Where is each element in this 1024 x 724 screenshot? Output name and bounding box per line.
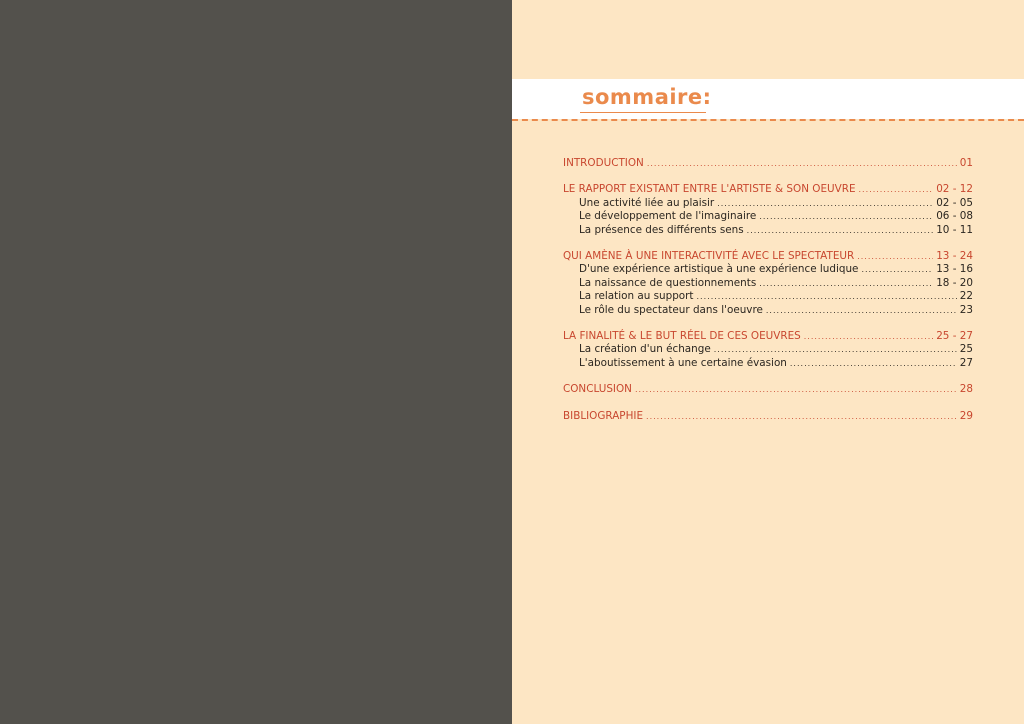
dot-leader [635,384,957,396]
dot-leader [859,184,934,196]
dot-leader [646,411,957,423]
toc-subsection-entry-page-number: 25 [959,343,973,356]
toc-subsection-entry[interactable] [563,290,973,303]
toc-section-entry[interactable] [563,250,973,263]
table-of-contents [563,157,973,436]
toc-section-entry[interactable] [563,157,973,170]
toc-section-entry-label: LA FINALITÉ & LE BUT RÉEL DE CES OEUVRES [563,330,801,343]
toc-section-entry-label: INTRODUCTION [563,157,644,169]
toc-subsection-entry-label: La création d'un échange [579,343,711,356]
dot-leader [647,158,957,170]
toc-subsection-entry-page-number: 10 - 11 [936,223,973,236]
toc-section-entry-page-number: 02 - 12 [936,183,973,196]
toc-section-entry-page-number: 01 [959,157,973,169]
toc-subsection-entry-page-number: 06 - 08 [936,210,973,223]
toc-subsection-entry-label: La naissance de questionnements [579,276,757,289]
toc-section-entry[interactable] [563,330,973,343]
toc-subsection-entry-label: La présence des différents sens [579,223,744,236]
dot-leader [697,291,957,303]
title-band [512,79,1024,119]
dot-leader [759,211,933,223]
toc-subsection-entry-label: D'une expérience artistique à une expérience ludique [579,263,859,276]
dot-leader [857,251,933,263]
toc-section-entry[interactable] [563,183,973,196]
toc-subsection-entry[interactable] [563,357,973,370]
toc-subsection-entry-label: Le rôle du spectateur dans l'oeuvre [579,303,763,316]
toc-subsection-entry-label: Une activité liée au plaisir [579,196,715,209]
toc-subsection-entry[interactable] [563,343,973,356]
toc-subsection-entry-label: Le développement de l'imaginaire [579,210,757,223]
title-underline [580,112,706,113]
toc-section-entry[interactable] [563,383,973,396]
toc-section [563,330,973,370]
toc-subsection-entry-page-number: 27 [959,356,973,369]
toc-section [563,410,973,423]
toc-section [563,383,973,396]
toc-section-entry-page-number: 29 [959,409,973,422]
toc-section-entry-label: BIBLIOGRAPHIE [563,409,644,422]
dot-leader [759,278,933,290]
toc-subsection-entry[interactable] [563,277,973,290]
toc-subsection-entry-page-number: 22 [959,290,973,303]
toc-section-entry-page-number: 25 - 27 [936,330,973,343]
toc-section [563,250,973,317]
toc-subsection-entry-label: L'aboutissement à une certaine évasion [579,356,787,369]
toc-subsection-entry-label: La relation au support [579,290,694,303]
dashed-divider [512,119,1024,121]
toc-subsection-entry[interactable] [563,263,973,276]
toc-subsection-entry-page-number: 23 [959,303,973,316]
dot-leader [714,344,957,356]
toc-section [563,157,973,170]
dot-leader [747,225,934,237]
toc-subsection-entry[interactable] [563,304,973,317]
toc-subsection-entry-page-number: 13 - 16 [936,263,973,276]
right-page [512,0,1024,724]
dot-leader [861,264,933,276]
toc-section-entry-label: CONCLUSION [563,383,632,396]
toc-subsection-entry-page-number: 02 - 05 [936,196,973,209]
toc-subsection-entry[interactable] [563,224,973,237]
dot-leader [790,358,957,370]
toc-subsection-entry-page-number: 18 - 20 [936,276,973,289]
toc-section-entry-page-number: 28 [959,383,973,396]
toc-section [563,183,973,237]
toc-section-entry-page-number: 13 - 24 [936,250,973,263]
dot-leader [766,305,957,317]
toc-section-entry[interactable] [563,410,973,423]
dot-leader [717,198,933,210]
page-title: sommaire: [582,85,712,109]
toc-section-entry-label: QUI AMÈNE À UNE INTERACTIVITÉ AVEC LE SPECTATEUR [563,250,855,263]
toc-subsection-entry[interactable] [563,210,973,223]
toc-subsection-entry[interactable] [563,197,973,210]
dot-leader [804,331,933,343]
toc-section-entry-label: LE RAPPORT EXISTANT ENTRE L'ARTISTE & SON OEUVRE [563,183,856,196]
